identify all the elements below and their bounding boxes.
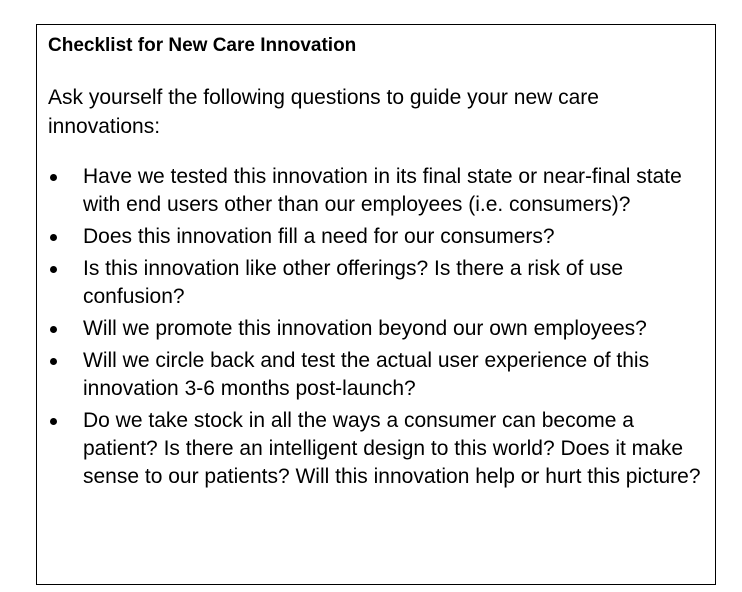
checklist [48,163,705,491]
bullet-dot-icon [50,234,57,241]
list-item [48,347,703,403]
list-item-text: Is this innovation like other offerings? Is there a risk of use confusion? [83,257,624,308]
bullet-dot-icon [50,174,57,181]
list-item-text: Have we tested this innovation in its final state or near-final state with end users other than our employees (i.e. consumers)? [83,165,682,216]
list-item-text: Do we take stock in all the ways a consumer can become a patient? Is there an intelligent design to this world? Does it make sense to our patients? Will this innovation help or hurt this picture? [83,409,701,488]
list-item [48,223,703,251]
list-item-text: Will we promote this innovation beyond our own employees? [83,317,647,340]
list-item-text: Does this innovation fill a need for our consumers? [83,225,555,248]
list-item [48,407,703,491]
intro-text: Ask yourself the following questions to guide your new care innovations: [48,86,599,138]
list-item [48,315,703,343]
bullet-dot-icon [50,418,57,425]
bullet-dot-icon [50,326,57,333]
checklist-title: Checklist for New Care Innovation [48,35,357,56]
list-item [48,163,703,219]
list-item-text: Will we circle back and test the actual user experience of this innovation 3-6 months post-launch? [83,349,650,400]
bullet-dot-icon [50,266,57,273]
bullet-dot-icon [50,358,57,365]
list-item [48,255,703,311]
checklist-box [36,24,716,585]
